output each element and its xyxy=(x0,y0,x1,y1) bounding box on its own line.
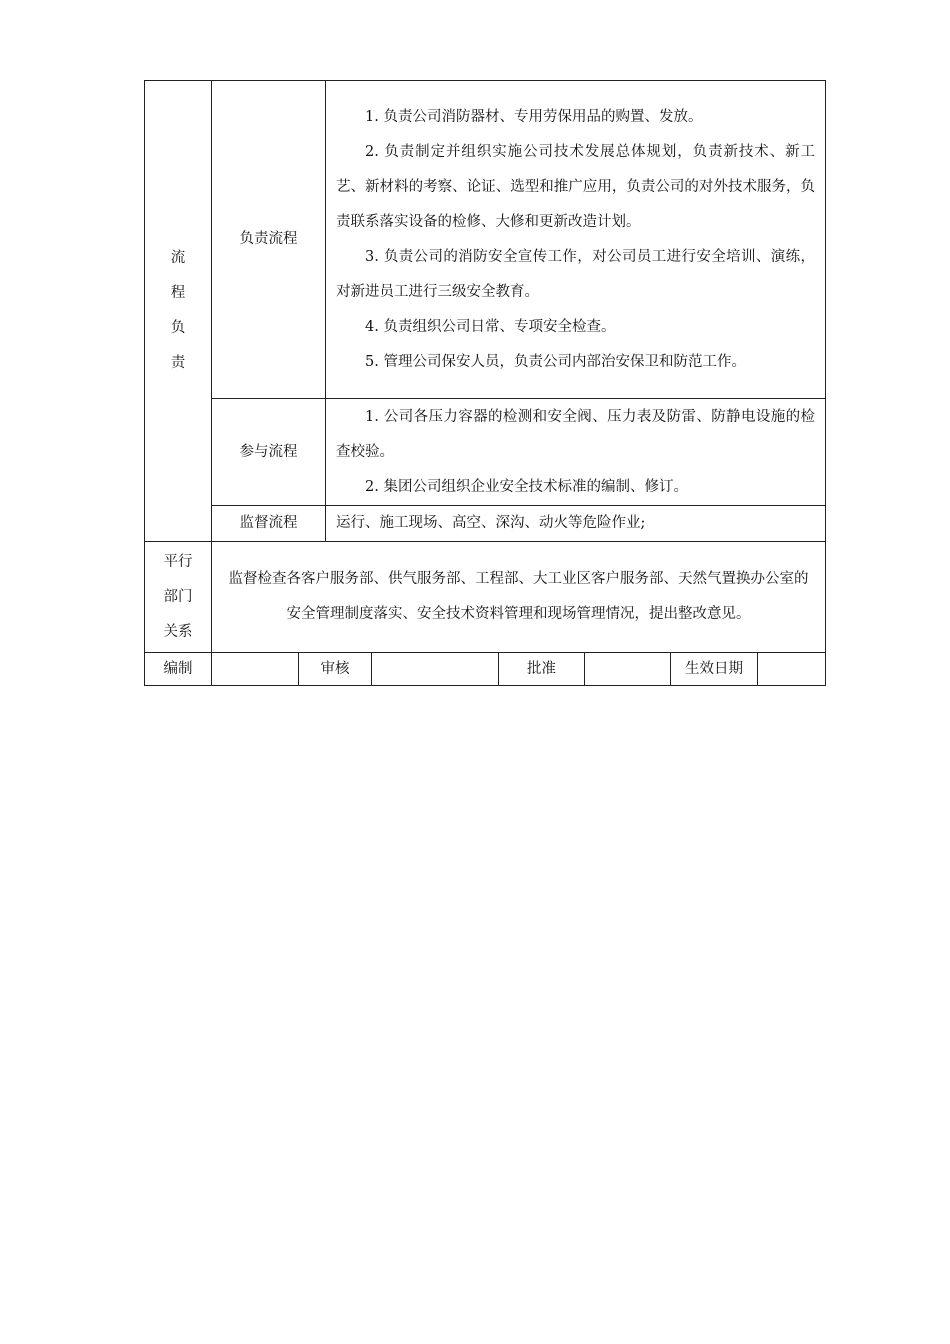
process-section-label xyxy=(145,81,212,542)
supervise-process-label: 监督流程 xyxy=(212,506,326,542)
review-label: 审核 xyxy=(299,653,372,686)
parallel-department-text: 监督检查各客户服务部、供气服务部、工程部、大工业区客户服务部、天然气置换办公室的安全管理制度落实、安全技术资料管理和现场管理情况，提出整改意见。 xyxy=(228,571,809,622)
responsibility-table xyxy=(144,80,826,686)
responsible-item: 3. 负责公司的消防安全宣传工作，对公司员工进行安全培训、演练，对新进员工进行三级安全教育。 xyxy=(336,248,816,300)
participate-item: 1. 公司各压力容器的检测和安全阀、压力表及防雷、防静电设施的检查校验。 xyxy=(336,408,816,460)
participate-process-label: 参与流程 xyxy=(212,399,326,506)
process-label-char: 负 xyxy=(170,320,186,336)
parallel-department-label xyxy=(145,542,212,653)
compile-value xyxy=(212,653,299,686)
parallel-department-content xyxy=(212,542,826,653)
parallel-label-line: 关系 xyxy=(163,623,193,640)
process-label-char: 责 xyxy=(170,355,186,371)
responsible-process-row xyxy=(145,81,826,399)
parallel-department-row xyxy=(145,542,826,653)
responsible-item: 5. 管理公司保安人员，负责公司内部治安保卫和防范工作。 xyxy=(365,353,746,370)
signoff-row xyxy=(145,653,826,686)
supervise-process-row xyxy=(145,506,826,542)
responsible-item: 4. 负责组织公司日常、专项安全检查。 xyxy=(365,318,616,335)
process-label-char: 程 xyxy=(170,285,186,301)
participate-item: 2. 集团公司组织企业安全技术标准的编制、修订。 xyxy=(365,478,688,495)
participate-process-row xyxy=(145,399,826,506)
effective-date-value xyxy=(758,653,826,686)
responsible-process-label: 负责流程 xyxy=(212,81,326,399)
effective-date-label: 生效日期 xyxy=(671,653,758,686)
parallel-label-line: 部门 xyxy=(163,588,193,605)
participate-process-content xyxy=(326,399,826,506)
approve-label: 批准 xyxy=(499,653,585,686)
compile-label: 编制 xyxy=(145,653,212,686)
responsible-item: 2. 负责制定并组织实施公司技术发展总体规划，负责新技术、新工艺、新材料的考察、论证、选型和推广应用，负责公司的对外技术服务，负责联系落实设备的检修、大修和更新改造计划。 xyxy=(336,143,816,230)
responsible-item: 1. 负责公司消防器材、专用劳保用品的购置、发放。 xyxy=(365,108,703,125)
parallel-label-line: 平行 xyxy=(163,553,193,570)
responsible-process-content xyxy=(326,81,826,399)
review-value xyxy=(372,653,499,686)
supervise-process-content: 运行、施工现场、高空、深沟、动火等危险作业; xyxy=(326,506,826,542)
approve-value xyxy=(585,653,671,686)
process-label-char: 流 xyxy=(170,250,186,266)
